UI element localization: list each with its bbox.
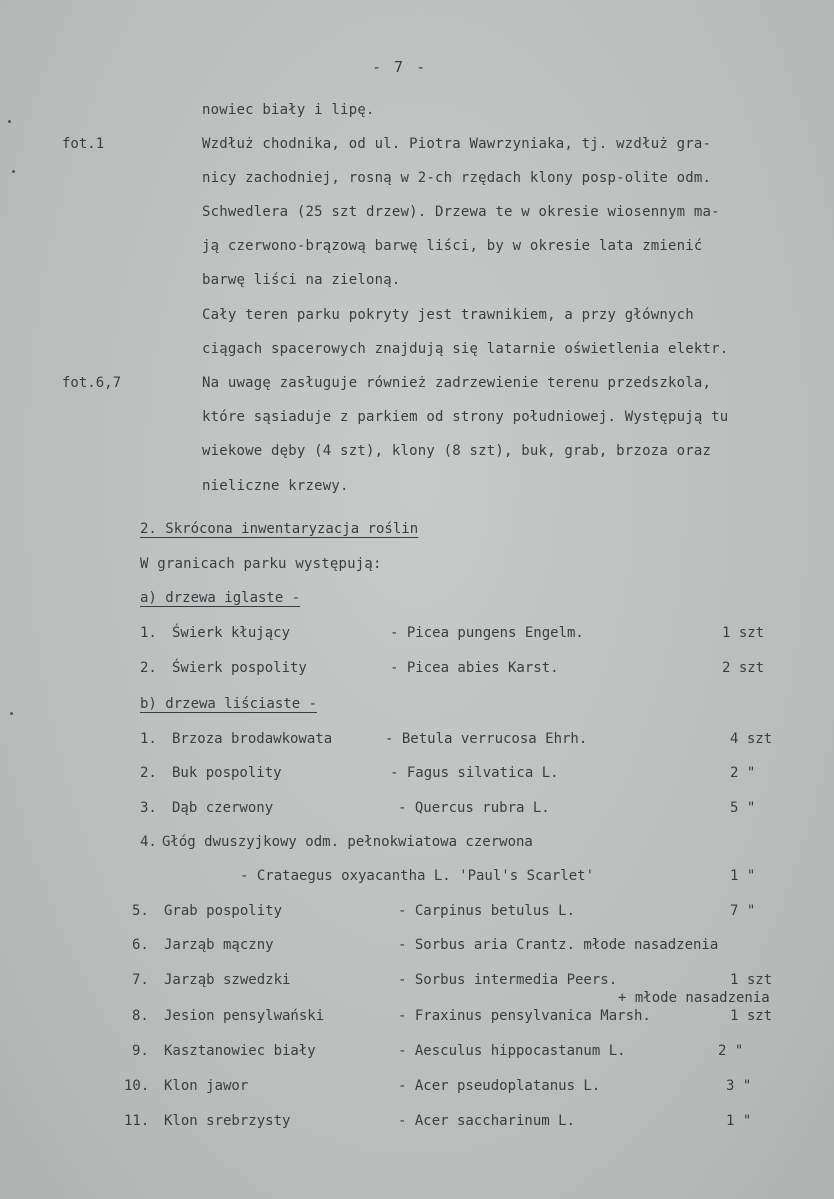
quantity: 4 szt [730, 731, 773, 747]
quantity-note: + młode nasadzenia [618, 990, 770, 1006]
paragraph-line: ciągach spacerowych znajdują się latarnie oświetlenia elektr. [202, 341, 729, 357]
paragraph-line: nicy zachodniej, rosną w 2-ch rzędach klony posp-olite odm. [202, 170, 712, 186]
row-number: 4. [140, 834, 157, 850]
row-number: 6. [132, 937, 149, 953]
polish-name: Świerk pospolity [172, 660, 307, 676]
row-number: 10. [124, 1078, 150, 1094]
margin-note-photo-ref: fot.1 [62, 136, 105, 152]
group-deciduous-heading: b) drzewa liściaste - [140, 696, 318, 712]
polish-name: Jesion pensylwański [164, 1008, 325, 1024]
group-conifers-heading: a) drzewa iglaste - [140, 590, 301, 606]
section-intro: W granicach parku występują: [140, 556, 382, 572]
polish-name: Jarząb mączny [164, 937, 274, 953]
punch-mark [10, 712, 13, 715]
paragraph-line: barwę liści na zieloną. [202, 272, 401, 288]
row-number: 8. [132, 1008, 149, 1024]
quantity: 7 " [730, 903, 756, 919]
margin-note-photo-ref: fot.6,7 [62, 375, 122, 391]
section-title: 2. Skrócona inwentaryzacja roślin [140, 521, 419, 537]
latin-name: - Aesculus hippocastanum L. [398, 1043, 626, 1059]
row-number: 9. [132, 1043, 149, 1059]
polish-name: Kasztanowiec biały [164, 1043, 316, 1059]
row-number: 1. [140, 625, 157, 641]
polish-name: Świerk kłujący [172, 625, 291, 641]
quantity: 1 szt [730, 1008, 773, 1024]
latin-name: - Sorbus aria Crantz. młode nasadzenia [398, 937, 719, 953]
row-number: 2. [140, 765, 157, 781]
page-number: - 7 - [372, 58, 428, 76]
polish-name: Dąb czerwony [172, 800, 274, 816]
quantity: 2 " [718, 1043, 744, 1059]
latin-name: - Fraxinus pensylvanica Marsh. [398, 1008, 651, 1024]
row-number: 11. [124, 1113, 150, 1129]
paragraph-line: Schwedlera (25 szt drzew). Drzewa te w okresie wiosennym ma- [202, 204, 720, 220]
quantity: 1 " [730, 868, 756, 884]
polish-name: Grab pospolity [164, 903, 283, 919]
quantity: 1 szt [730, 972, 773, 988]
row-number: 7. [132, 972, 149, 988]
row-number: 3. [140, 800, 157, 816]
latin-name: - Quercus rubra L. [398, 800, 550, 816]
quantity: 2 " [730, 765, 756, 781]
paragraph-line: Na uwagę zasługuje również zadrzewienie terenu przedszkola, [202, 375, 712, 391]
row-number: 5. [132, 903, 149, 919]
polish-name: Buk pospolity [172, 765, 282, 781]
quantity: 3 " [726, 1078, 752, 1094]
latin-name: - Fagus silvatica L. [390, 765, 559, 781]
punch-mark [8, 120, 11, 123]
paragraph-line: nieliczne krzewy. [202, 478, 349, 494]
quantity: 5 " [730, 800, 756, 816]
quantity: 1 szt [722, 625, 765, 641]
latin-name: - Betula verrucosa Ehrh. [385, 731, 588, 747]
latin-name: - Acer saccharinum L. [398, 1113, 576, 1129]
paragraph-line: nowiec biały i lipę. [202, 102, 375, 118]
latin-name: - Crataegus oxyacantha L. 'Paul's Scarlet' [240, 868, 595, 884]
polish-name: Klon srebrzysty [164, 1113, 291, 1129]
quantity: 1 " [726, 1113, 752, 1129]
polish-name: Jarząb szwedzki [164, 972, 291, 988]
quantity: 2 szt [722, 660, 765, 676]
paragraph-line: które sąsiaduje z parkiem od strony południowej. Występują tu [202, 409, 729, 425]
paragraph-line: Cały teren parku pokryty jest trawnikiem, a przy głównych [202, 307, 694, 323]
latin-name: - Picea abies Karst. [390, 660, 559, 676]
row-number: 2. [140, 660, 157, 676]
latin-name: - Sorbus intermedia Peers. [398, 972, 618, 988]
latin-name: - Carpinus betulus L. [398, 903, 576, 919]
latin-name: - Acer pseudoplatanus L. [398, 1078, 601, 1094]
row-number: 1. [140, 731, 157, 747]
paragraph-line: ją czerwono-brązową barwę liści, by w okresie lata zmienić [202, 238, 703, 254]
paragraph-line: wiekowe dęby (4 szt), klony (8 szt), buk, grab, brzoza oraz [202, 443, 712, 459]
paragraph-line: Wzdłuż chodnika, od ul. Piotra Wawrzyniaka, tj. wzdłuż gra- [202, 136, 712, 152]
polish-name: Klon jawor [164, 1078, 249, 1094]
polish-name: Brzoza brodawkowata [172, 731, 333, 747]
latin-name: - Picea pungens Engelm. [390, 625, 584, 641]
polish-name: Głóg dwuszyjkowy odm. pełnokwiatowa czerwona [162, 834, 533, 850]
punch-mark [12, 170, 15, 173]
